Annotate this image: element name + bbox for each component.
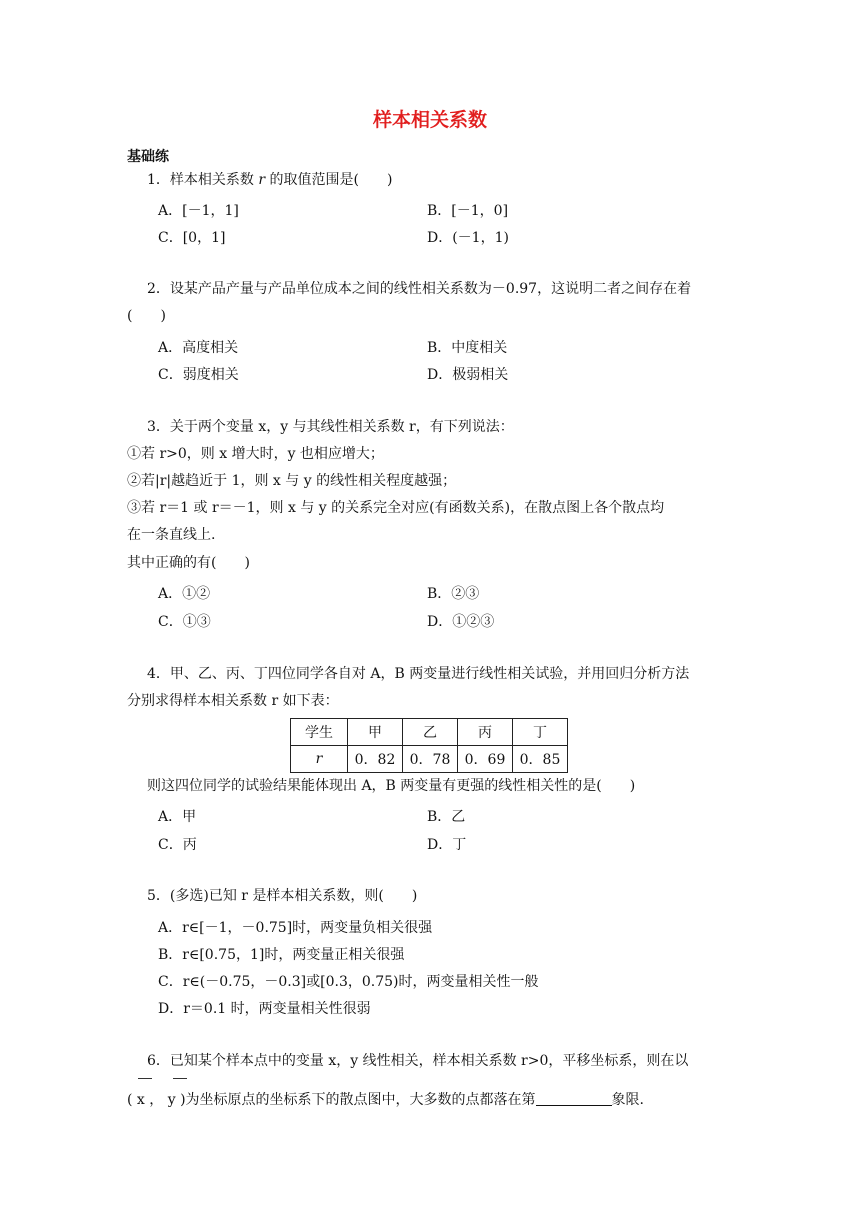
question-2-stem: 2．设某产品产量与产品单位成本之间的线性相关系数为－0.97，这说明二者之间存在着 bbox=[147, 281, 692, 297]
q2-option-c[interactable]: C．弱度相关 bbox=[158, 367, 239, 383]
q1-stem-part2: 的取值范围是( ) bbox=[265, 172, 393, 188]
q5-option-a[interactable]: A．r∈[－1，－0.75]时，两变量负相关很强 bbox=[158, 920, 433, 936]
question-3-stem: 3．关于两个变量 x，y 与其线性相关系数 r，有下列说法： bbox=[147, 419, 514, 435]
table-cell: 0．82 bbox=[348, 746, 403, 773]
question-4-stem-cont: 分别求得样本相关系数 r 如下表： bbox=[127, 693, 339, 709]
question-1-stem bbox=[147, 173, 392, 187]
q6-stem-part1: ( x ， y )为坐标原点的坐标系下的散点图中，大多数的点都落在第 bbox=[127, 1092, 536, 1108]
table-header-cell: 学生 bbox=[291, 719, 348, 746]
q1-variable: r bbox=[258, 172, 266, 188]
q6-stem-part2: 象限. bbox=[611, 1092, 644, 1108]
q4-option-c[interactable]: C．丙 bbox=[158, 837, 197, 853]
q3-option-a[interactable]: A．①② bbox=[158, 586, 211, 602]
q3-statement-3-cont: 在一条直线上. bbox=[127, 527, 216, 543]
q2-option-d[interactable]: D．极弱相关 bbox=[427, 367, 509, 383]
q2-option-b[interactable]: B．中度相关 bbox=[427, 340, 508, 356]
question-6-stem: 6．已知某个样本点中的变量 x，y 线性相关，样本相关系数 r>0，平移坐标系，则在以 bbox=[147, 1053, 689, 1069]
table-row-label: r bbox=[291, 746, 348, 773]
section-heading: 基础练 bbox=[127, 149, 169, 165]
q4-option-d[interactable]: D．丁 bbox=[427, 837, 467, 853]
table-header-cell: 甲 bbox=[348, 719, 403, 746]
table-header-cell: 丁 bbox=[513, 719, 568, 746]
table-row bbox=[291, 746, 568, 773]
q4-ask: 则这四位同学的试验结果能体现出 A，B 两变量有更强的线性相关性的是( ) bbox=[147, 778, 636, 794]
q2-option-a[interactable]: A．高度相关 bbox=[158, 340, 239, 356]
q3-statement-2: ②若|r|越趋近于 1，则 x 与 y 的线性相关程度越强； bbox=[127, 473, 457, 489]
correlation-table bbox=[290, 718, 568, 773]
question-4-stem: 4．甲、乙、丙、丁四位同学各自对 A，B 两变量进行线性相关试验，并用回归分析方法 bbox=[147, 666, 690, 682]
q3-statement-1: ①若 r>0，则 x 增大时，y 也相应增大； bbox=[127, 446, 384, 462]
question-5-stem: 5．(多选)已知 r 是样本相关系数，则( ) bbox=[147, 888, 418, 904]
page-title: 样本相关系数 bbox=[372, 109, 487, 131]
q3-option-b[interactable]: B．②③ bbox=[427, 586, 480, 602]
q4-option-a[interactable]: A．甲 bbox=[158, 809, 197, 825]
question-6-stem-cont bbox=[127, 1091, 644, 1107]
q3-option-d[interactable]: D．①②③ bbox=[427, 614, 495, 630]
q3-ask: 其中正确的有( ) bbox=[127, 555, 250, 571]
q1-option-d[interactable]: D．(－1，1) bbox=[427, 230, 509, 246]
table-cell: 0．78 bbox=[403, 746, 458, 773]
answer-blank[interactable] bbox=[536, 1091, 612, 1106]
y-bar-mark bbox=[173, 1078, 187, 1079]
table-header-cell: 乙 bbox=[403, 719, 458, 746]
table-header-row bbox=[291, 719, 568, 746]
q1-option-a[interactable]: A．[－1，1] bbox=[158, 203, 239, 219]
table-cell: 0．85 bbox=[513, 746, 568, 773]
x-bar-mark bbox=[138, 1078, 152, 1079]
q1-option-c[interactable]: C．[0，1] bbox=[158, 230, 226, 246]
q1-option-b[interactable]: B．[－1，0] bbox=[427, 203, 509, 219]
q5-option-b[interactable]: B．r∈[0.75，1]时，两变量正相关很强 bbox=[158, 947, 405, 963]
q3-option-c[interactable]: C．①③ bbox=[158, 614, 211, 630]
q5-option-d[interactable]: D．r＝0.1 时，两变量相关性很弱 bbox=[158, 1001, 371, 1017]
q1-stem-part1: 1．样本相关系数 bbox=[147, 172, 259, 188]
table-cell: 0．69 bbox=[458, 746, 513, 773]
q3-statement-3: ③若 r＝1 或 r＝－1，则 x 与 y 的关系完全对应(有函数关系)，在散点图上各个散点均 bbox=[127, 500, 665, 516]
table-header-cell: 丙 bbox=[458, 719, 513, 746]
q5-option-c[interactable]: C．r∈(－0.75，－0.3]或[0.3，0.75)时，两变量相关性一般 bbox=[158, 974, 539, 990]
question-2-stem-cont: ( ) bbox=[127, 308, 166, 324]
q4-option-b[interactable]: B．乙 bbox=[427, 809, 466, 825]
